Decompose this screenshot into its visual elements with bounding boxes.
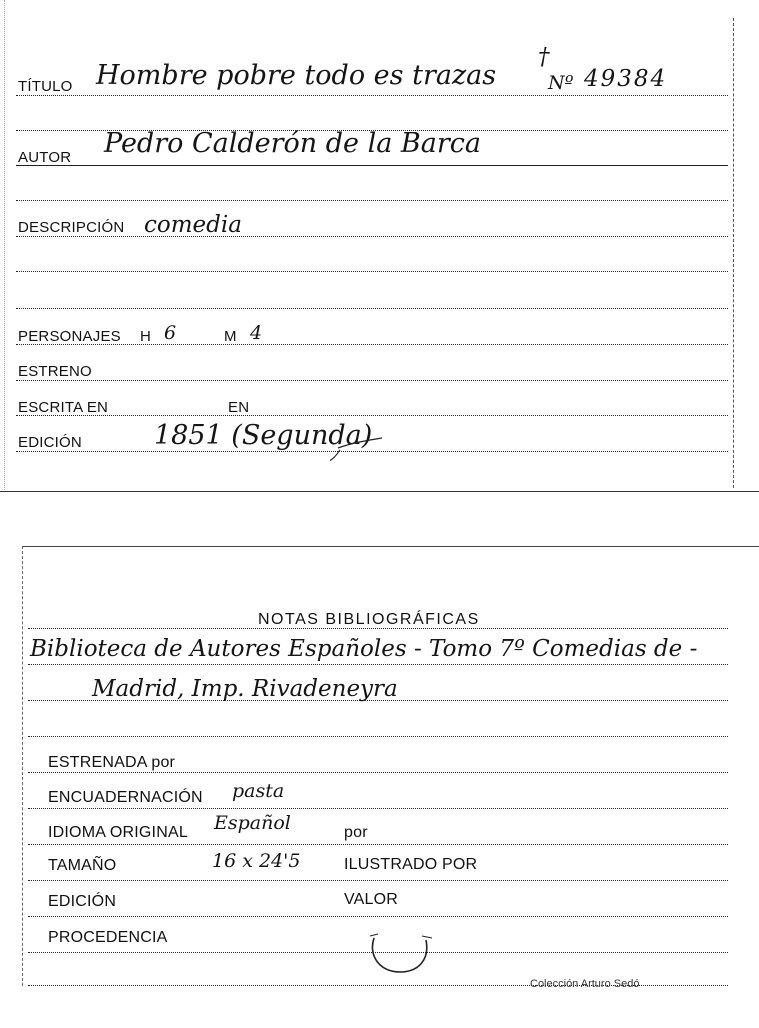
ruled-line [28,916,728,917]
numero-label: Nº [548,72,574,94]
idioma-value: Español [214,812,291,834]
card-edge-top [22,546,759,547]
collection-footer: Colección Arturo Sedó [530,978,640,990]
ilustrado-label: ILUSTRADO POR [344,856,478,873]
personajes-m-label: M [224,328,237,345]
punch-hole-mark [360,926,440,976]
estrenada-label: ESTRENADA por [48,754,176,771]
escrita-en-label: EN [228,399,250,416]
numero-value: 49384 [584,66,668,92]
cross-mark: † [538,44,550,70]
encuadernacion-value: pasta [232,780,285,802]
idioma-por-label: por [344,824,368,841]
descripcion-value: comedia [144,212,242,238]
edicion-bottom-label: EDICIÓN [48,893,117,910]
personajes-label: PERSONAJES [18,328,121,345]
ruled-line [28,772,728,773]
idioma-label: IDIOMA ORIGINAL [48,824,188,841]
valor-label: VALOR [344,891,399,908]
tamano-value: 16 x 24'5 [212,850,301,872]
edicion-label: EDICIÓN [18,434,82,451]
notas-line-1: Biblioteca de Autores Españoles - Tomo 7º Comedias de - [30,636,698,662]
autor-value: Pedro Calderón de la Barca [104,128,481,159]
ruled-line [28,844,728,845]
escrita-label: ESCRITA EN [18,399,109,416]
procedencia-label: PROCEDENCIA [48,929,168,946]
ruled-line [28,664,728,665]
titulo-label: TÍTULO [18,78,73,95]
titulo-value: Hombre pobre todo es trazas [96,60,497,91]
notas-line-2: Madrid, Imp. Rivadeneyra [92,676,398,702]
tamano-label: TAMAÑO [48,857,117,874]
descripcion-label: DESCRIPCIÓN [18,219,125,236]
personajes-m-value: 4 [250,322,263,344]
autor-label: AUTOR [18,149,72,166]
notas-heading: NOTAS BIBLIOGRÁFICAS [258,611,480,628]
ruled-line [28,808,728,809]
personajes-h-label: H [140,328,152,345]
ruled-line [28,736,728,737]
estreno-label: ESTRENO [18,363,92,380]
edicion-value: 1851 (Segunda) [154,420,373,451]
card-edge-left [22,546,23,986]
ruled-line [28,880,728,881]
personajes-h-value: 6 [164,322,177,344]
encuadernacion-label: ENCUADERNACIÓN [48,789,203,806]
